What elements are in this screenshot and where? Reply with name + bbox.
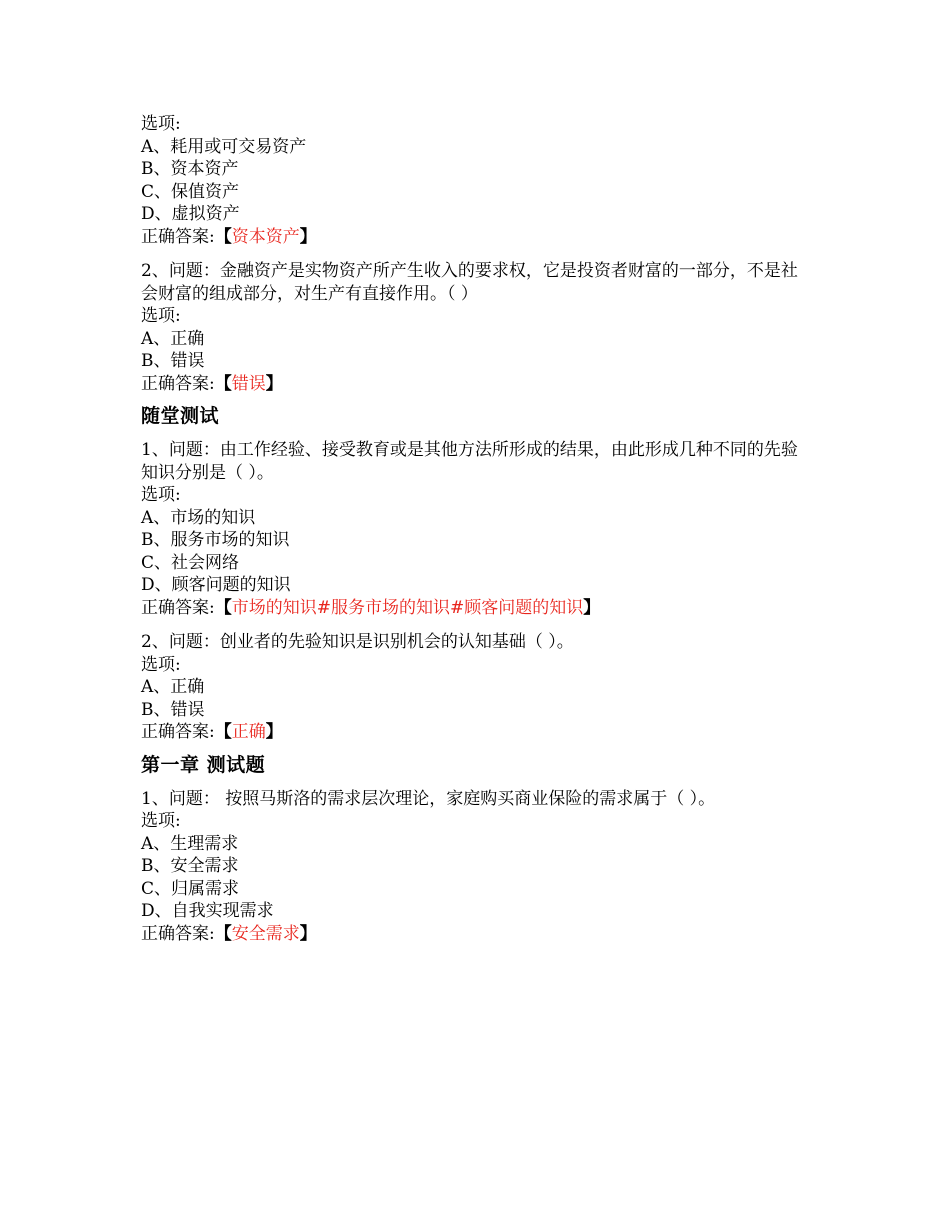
document-page — [141, 113, 821, 945]
answer-value: 错误 — [231, 373, 266, 394]
bracket-open: 【 — [214, 923, 232, 944]
option-b: B、错误 — [141, 699, 205, 720]
option-b: B、错误 — [141, 351, 205, 371]
section-heading: 随堂测试 — [141, 405, 220, 427]
bracket-close: 】 — [299, 923, 317, 944]
options-label: 选项: — [141, 485, 181, 505]
option-a: A、生理需求 — [141, 833, 239, 854]
question-block — [141, 439, 821, 619]
options-label: 选项: — [141, 114, 181, 134]
options-label: 选项: — [141, 306, 181, 326]
question-text: 1、问题：由工作经验、接受教育或是其他方法所形成的结果，由此形成几种不同的先验知识分别是（ ）。 — [141, 440, 798, 483]
answer-value: 市场的知识#服务市场的知识#顾客问题的知识 — [231, 597, 584, 618]
question-block — [141, 631, 821, 744]
option-d: D、虚拟资产 — [141, 204, 240, 224]
answer-label: 正确答案: — [141, 226, 215, 247]
correct-answer — [141, 597, 821, 620]
bracket-open: 【 — [214, 373, 232, 394]
option-a: A、耗用或可交易资产 — [141, 136, 307, 157]
question-block — [141, 260, 821, 395]
option-b: B、安全需求 — [141, 856, 239, 876]
bracket-close: 】 — [265, 373, 283, 394]
correct-answer — [141, 923, 821, 946]
question-text: 2、问题：金融资产是实物资产所产生收入的要求权，它是投资者财富的一部分，不是社会财富的组成部分，对生产有直接作用。（ ） — [141, 261, 798, 304]
answer-value: 安全需求 — [231, 923, 300, 944]
answer-value: 资本资产 — [231, 226, 300, 247]
correct-answer — [141, 721, 821, 744]
correct-answer — [141, 226, 821, 249]
correct-answer — [141, 373, 821, 396]
question-text: 1、问题： 按照马斯洛的需求层次理论，家庭购买商业保险的需求属于（ ）。 — [141, 788, 716, 809]
bracket-close: 】 — [583, 597, 601, 618]
answer-label: 正确答案: — [141, 373, 215, 394]
option-c: C、保值资产 — [141, 181, 240, 202]
bracket-close: 】 — [299, 226, 317, 247]
option-c: C、归属需求 — [141, 878, 240, 899]
bracket-open: 【 — [214, 226, 232, 247]
answer-label: 正确答案: — [141, 923, 215, 944]
options-label: 选项: — [141, 654, 181, 675]
option-a: A、正确 — [141, 677, 205, 697]
option-b: B、资本资产 — [141, 159, 239, 179]
option-b: B、服务市场的知识 — [141, 530, 290, 550]
bracket-open: 【 — [214, 597, 232, 618]
question-block — [141, 113, 821, 248]
options-label: 选项: — [141, 811, 181, 831]
question-text: 2、问题：创业者的先验知识是识别机会的认知基础（ ）。 — [141, 632, 574, 652]
answer-label: 正确答案: — [141, 722, 215, 742]
option-d: D、自我实现需求 — [141, 901, 274, 921]
option-a: A、正确 — [141, 328, 205, 349]
bracket-close: 】 — [265, 722, 283, 742]
answer-value: 正确 — [231, 722, 266, 742]
answer-label: 正确答案: — [141, 597, 215, 618]
option-a: A、市场的知识 — [141, 507, 256, 528]
option-d: D、顾客问题的知识 — [141, 575, 291, 595]
question-block — [141, 788, 821, 946]
section-heading: 第一章 测试题 — [141, 753, 266, 776]
option-c: C、社会网络 — [141, 552, 240, 573]
bracket-open: 【 — [214, 722, 232, 742]
